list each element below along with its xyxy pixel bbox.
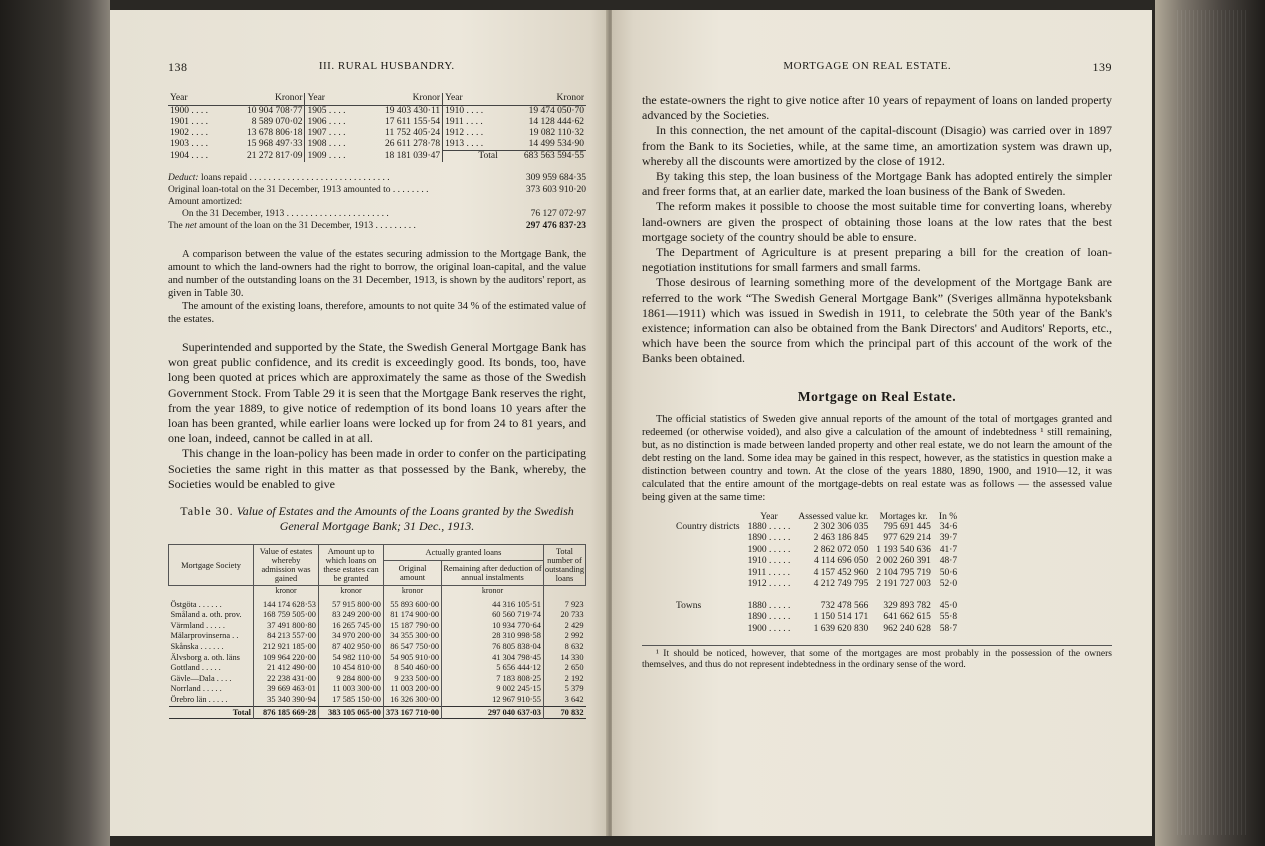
value-cell: 8 632 — [543, 642, 585, 653]
district-label: Towns — [676, 600, 702, 611]
loan-year-table — [168, 93, 586, 162]
net-value: 297 476 837·23 — [525, 221, 586, 231]
value-cell: 4 212 749 795 — [813, 579, 869, 590]
value-cell: 109 964 220·00 — [254, 653, 319, 664]
th-original: Original amount — [384, 560, 442, 586]
right-running-head — [642, 60, 1112, 75]
district-label — [672, 568, 744, 580]
units-row — [169, 586, 586, 600]
total-label: Total — [169, 706, 254, 719]
year-cell: 1905 . . . . — [305, 106, 362, 118]
table-30-caption — [168, 504, 586, 534]
district-label — [672, 545, 744, 557]
year-cell: 1901 . . . . — [170, 117, 208, 127]
spacer-row — [672, 591, 961, 601]
left-page — [110, 10, 610, 836]
th-percent: In % — [938, 511, 958, 522]
deduct-label: Deduct: — [168, 173, 199, 183]
year-cell: 1911 . . . . . — [747, 567, 791, 578]
value-cell: 48·7 — [939, 556, 958, 567]
book-edge-left — [0, 0, 110, 846]
year-cell: 1912 . . . . . — [747, 579, 791, 590]
table-row — [672, 579, 961, 591]
year-cell: 1907 . . . . — [305, 128, 362, 139]
col-kronor-1: Kronor — [224, 93, 305, 106]
th-amount-up: Amount up to which loans on these estates can be granted — [319, 545, 384, 586]
para-official: The official statistics of Sweden give annual reports of the amount of the total of mortgages granted and redeemed (or otherwise voided), and also give a calculation of the amount of indebtedness ¹ still remaining, but, as no distinction is made between landed property and other real estate, we do not learn the amount of the debt resting on the land. Some idea may be gained in this respect, however, as the statistics in question make a distinction between country and town. At the close of the years 1880, 1890, 1900, and 1910—12, it was calculated that the entire amount of the mortgage-debts on real estate was as follows — the assessed value being given at the same time: — [642, 413, 1112, 503]
table-row — [169, 684, 586, 695]
total-value: 70 832 — [543, 706, 585, 719]
loan-ledger — [168, 172, 586, 232]
district-label — [672, 579, 744, 591]
value-cell: 2 429 — [543, 621, 585, 632]
table-row — [169, 663, 586, 674]
kronor-cell: 13 678 806·18 — [247, 128, 303, 138]
th-value: Value of estates whereby admission was gained — [254, 545, 319, 586]
value-cell: 16 265 745·00 — [319, 621, 384, 632]
value-cell: 2 992 — [543, 631, 585, 642]
society-cell: Värmland . . . . . — [170, 620, 225, 630]
kronor-cell: 8 589 070·02 — [251, 117, 303, 127]
table-row — [169, 653, 586, 664]
th-society: Mortgage Society — [169, 545, 254, 586]
value-cell: 83 249 200·00 — [319, 610, 384, 621]
year-cell: 1880 . . . . . — [747, 600, 791, 611]
year-cell: 1880 . . . . . — [747, 521, 791, 532]
para-comparison: A comparison between the value of the estates securing admission to the Mortgage Bank, the amount to which the land-owners had the right to borrow, the original loan-capital, and the value and number of the outstanding loans on the 31 December, 1913, is shown by the auditors' report, as given in Table 30. — [168, 249, 586, 299]
th-total-number: Total number of outstanding loans — [543, 545, 585, 586]
value-cell: 39 669 463·01 — [254, 684, 319, 695]
district-label: Country districts — [676, 521, 740, 532]
para-connection: In this connection, the net amount of the capital-discount (Disagio) was carried over in 1897 from the Bank to its Societies, while, at the same time, an amortization system was drawn up, whereby all the discounts were amortized by the close of 1912. — [642, 123, 1112, 168]
value-cell: 17 585 150·00 — [319, 695, 384, 706]
ledger-net-row — [168, 220, 586, 232]
value-cell: 15 187 790·00 — [384, 621, 442, 632]
left-page-content — [168, 60, 586, 719]
col-year-2: Year — [305, 93, 362, 106]
society-cell: Örebro län . . . . . — [170, 694, 228, 704]
value-cell: 1 150 514 171 — [813, 612, 869, 623]
col-year-3: Year — [443, 93, 500, 106]
kronor-cell: 18 181 039·47 — [384, 150, 441, 161]
value-cell: 977 629 214 — [883, 533, 931, 544]
table-row — [168, 128, 586, 139]
kronor-cell: 10 904 708·77 — [247, 106, 303, 116]
value-cell: 9 002 245·15 — [442, 684, 544, 695]
right-page-content — [642, 60, 1112, 671]
value-cell: 34 970 200·00 — [319, 631, 384, 642]
kronor-cell: 17 611 155·54 — [385, 117, 441, 127]
kronor-cell: 26 611 278·78 — [385, 139, 441, 150]
total-value: 297 040 637·03 — [442, 706, 544, 719]
table-row — [672, 601, 961, 613]
society-cell: Skånska . . . . . . — [170, 642, 224, 651]
value-cell: 37 491 800·80 — [254, 621, 319, 632]
unit-cell: kronor — [319, 586, 384, 600]
value-cell: 212 921 185·00 — [254, 642, 319, 653]
ledger-amortized-heading — [168, 196, 586, 208]
th-mortgages: Mortages kr. — [879, 511, 928, 522]
table-row — [672, 522, 961, 534]
unit-cell: kronor — [254, 586, 319, 600]
kronor-cell: 19 082 110·32 — [528, 128, 584, 138]
value-cell: 57 915 800·00 — [319, 600, 384, 611]
table-row — [169, 674, 586, 685]
society-cell: Gottland . . . . . — [170, 663, 221, 673]
para-desirous: Those desirous of learning something more of the development of the Mortgage Bank are referred to the work “The Swedish General Mortgage Bank” (Sveriges allmänna hypoteksbank 1861—1911) which was issued in Swedish in 1911, to celebrate the 50th year of the Bank's existence; information can also be obtained from the Bank Directors' and Auditors' Reports, etc., which have been the source from which the principal part of this account of the work of the Banks been obtained. — [642, 275, 1112, 366]
year-cell: 1900 . . . . . — [747, 544, 791, 555]
para-reform: The reform makes it possible to choose the most suitable time for converting loans, whereby land-owners are given the prospect of obtaining those loans at the low rates that the best mortgage society of the country should be able to ensure. — [642, 199, 1112, 244]
table-row — [169, 695, 586, 706]
ledger-amortized-row — [168, 208, 586, 220]
value-cell: 28 310 998·58 — [442, 631, 544, 642]
year-cell: 1910 . . . . — [443, 106, 500, 118]
year-cell: 1910 . . . . . — [747, 556, 791, 567]
unit-cell — [543, 586, 585, 600]
value-cell: 41 304 798·45 — [442, 653, 544, 664]
value-cell: 54 982 110·00 — [319, 653, 384, 664]
value-cell: 54 905 910·00 — [384, 653, 442, 664]
value-cell: 2 463 186 845 — [813, 533, 869, 544]
value-cell: 641 662 615 — [883, 612, 931, 623]
value-cell: 55 893 600·00 — [384, 600, 442, 611]
para-cont: the estate-owners the right to give notice after 10 years of repayment of loans on landed property advanced by the Societies. — [642, 93, 1112, 123]
table-row — [672, 612, 961, 624]
year-cell: 1908 . . . . — [305, 139, 362, 151]
th-actually-granted: Actually granted loans — [384, 545, 544, 561]
value-cell: 12 967 910·55 — [442, 695, 544, 706]
value-cell: 7 183 808·25 — [442, 674, 544, 685]
ledger-deduct-row — [168, 172, 586, 184]
year-cell: 1900 . . . . — [170, 106, 208, 116]
value-cell: 21 412 490·00 — [254, 663, 319, 674]
para-change: This change in the loan-policy has been made in order to confer on the participating Societies the same right in this matter as that possessed by the Bank, whereby, the Societies would be enabled to give — [168, 446, 586, 491]
col-kronor-3: Kronor — [500, 93, 586, 106]
year-cell: 1890 . . . . . — [747, 533, 791, 544]
value-cell: 2 002 260 391 — [876, 556, 931, 567]
value-cell: 2 191 727 003 — [876, 579, 931, 590]
year-cell: 1904 . . . . — [170, 150, 208, 161]
value-cell: 329 893 782 — [883, 600, 931, 611]
footnote: ¹ It should be noticed, however, that some of the mortgages are most probably in the possession of the owners themselves, and thus do not represent indebtedness in the ordinary sense of the word. — [642, 645, 1112, 671]
value-cell: 2 104 795 719 — [876, 567, 931, 578]
value-cell: 795 691 445 — [883, 521, 931, 532]
book-edge-right — [1155, 0, 1265, 846]
left-running-title: III. RURAL HUSBANDRY. — [318, 60, 455, 72]
table-row — [169, 631, 586, 642]
value-cell: 76 805 838·04 — [442, 642, 544, 653]
table-row — [169, 642, 586, 653]
kronor-cell: 11 752 405·24 — [385, 128, 441, 138]
para-step: By taking this step, the loan business of the Mortgage Bank has adopted entirely the simpler and freer forms that, at an earlier date, marked the loan business of the Bank of Sweden. — [642, 169, 1112, 199]
mortgage-table — [672, 512, 961, 636]
value-cell: 86 547 750·00 — [384, 642, 442, 653]
th-year: Year — [760, 511, 778, 522]
deduct-text: loans repaid . . . . . . . . . . . . . . . . . . . . . . . . . . . . . . — [200, 173, 390, 183]
amortized-value: 76 127 072·97 — [530, 209, 586, 219]
year-cell: 1906 . . . . — [305, 117, 362, 128]
value-cell: 34·6 — [939, 521, 958, 532]
district-label — [672, 533, 744, 545]
right-running-title: MORTGAGE ON REAL ESTATE. — [783, 60, 952, 72]
value-cell: 44 316 105·51 — [442, 600, 544, 611]
value-cell: 39·7 — [939, 533, 958, 544]
th-remaining: Remaining after deduction of annual instalments — [442, 560, 544, 586]
para-department: The Department of Agriculture is at present preparing a bill for the creation of loan-negotiation institutions for small farmers and small farms. — [642, 245, 1112, 275]
table-row — [672, 556, 961, 568]
table-row — [672, 545, 961, 557]
value-cell: 16 326 300·00 — [384, 695, 442, 706]
total-value: 383 105 065·00 — [319, 706, 384, 719]
kronor-cell: 21 272 817·09 — [247, 150, 303, 161]
district-label — [672, 624, 744, 636]
value-cell: 81 174 900·00 — [384, 610, 442, 621]
ledger-original-row — [168, 184, 586, 196]
original-value: 373 603 910·20 — [525, 185, 586, 195]
value-cell: 14 330 — [543, 653, 585, 664]
value-cell: 11 003 200·00 — [384, 684, 442, 695]
value-cell: 2 302 306 035 — [813, 521, 869, 532]
kronor-cell: 14 128 444·62 — [528, 117, 584, 127]
unit-cell: kronor — [384, 586, 442, 600]
value-cell: 35 340 390·94 — [254, 695, 319, 706]
table-row — [169, 610, 586, 621]
kronor-cell: 19 403 430·11 — [385, 106, 441, 116]
value-cell: 1 193 540 636 — [876, 544, 931, 555]
year-cell: 1912 . . . . — [443, 128, 500, 139]
value-cell: 60 560 719·74 — [442, 610, 544, 621]
value-cell: 58·7 — [939, 623, 958, 634]
th-district — [672, 512, 744, 522]
kronor-cell: 14 499 534·90 — [528, 139, 584, 149]
value-cell: 50·6 — [939, 567, 958, 578]
year-cell: 1900 . . . . . — [747, 623, 791, 634]
deduct-value: 309 959 684·35 — [525, 173, 586, 183]
amortized-sub: On the 31 December, 1913 . . . . . . . . . . . . . . . . . . . . . . — [182, 209, 389, 219]
year-cell: 1902 . . . . — [170, 128, 208, 138]
value-cell: 7 923 — [543, 600, 585, 611]
table-30-label: Table 30. — [180, 504, 234, 519]
unit-cell: kronor — [442, 586, 544, 600]
th-assessed: Assessed value kr. — [798, 511, 869, 522]
year-cell: 1911 . . . . — [443, 117, 500, 128]
table-row — [168, 117, 586, 128]
value-cell: 5 656 444·12 — [442, 663, 544, 674]
amortized-label: Amount amortized: — [168, 197, 243, 207]
total-value: 373 167 710·00 — [384, 706, 442, 719]
value-cell: 962 240 628 — [883, 623, 931, 634]
section-title: Mortgage on Real Estate. — [797, 388, 957, 404]
year-cell: 1890 . . . . . — [747, 612, 791, 623]
table-row — [168, 151, 586, 163]
society-cell: Norrland . . . . . — [170, 684, 222, 694]
table-total-row — [169, 706, 586, 719]
value-cell: 84 213 557·00 — [254, 631, 319, 642]
total-label: Total — [443, 151, 500, 163]
net-em: net — [185, 221, 197, 231]
value-cell: 41·7 — [939, 544, 958, 555]
value-cell: 1 639 620 830 — [813, 623, 869, 634]
table-row — [672, 624, 961, 636]
table-30-title: Value of Estates and the Amounts of the Loans granted by the Swedish General Mortgage Bank; 31 Dec., 1913. — [236, 504, 574, 534]
total-value: 876 185 669·28 — [254, 706, 319, 719]
original-label: Original loan-total on the 31 December, 1913 amounted to . . . . . . . . — [168, 185, 429, 195]
value-cell: 10 934 770·64 — [442, 621, 544, 632]
value-cell: 11 003 300·00 — [319, 684, 384, 695]
value-cell: 3 642 — [543, 695, 585, 706]
unit-cell — [169, 586, 254, 600]
value-cell: 168 759 505·00 — [254, 610, 319, 621]
value-cell: 9 233 500·00 — [384, 674, 442, 685]
net-pre: The — [168, 221, 183, 231]
total-value: 683 563 594·55 — [500, 151, 586, 163]
value-cell: 9 284 800·00 — [319, 674, 384, 685]
kronor-cell: 19 474 050·70 — [528, 106, 584, 116]
value-cell: 45·0 — [939, 600, 958, 611]
value-cell: 5 379 — [543, 684, 585, 695]
col-year-1: Year — [168, 93, 224, 106]
para-superintended: Superintended and supported by the State, the Swedish General Mortgage Bank has won great public confidence, and its credit is exceedingly good. Its bonds, too, have long been quoted at prices which are approximately the same as those of the Swedish Government Stock. From Table 29 it is seen that the Mortgage Bank reserves the right, from the year 1889, to give notice of redemption of its bond loans 10 years after the loan has been granted, while earlier loans were locked up for from 24 to 81 years, and one loan, indeed, cannot be called in at all. — [168, 340, 586, 446]
para-comparison-2: The amount of the existing loans, therefore, amounts to not quite 34 % of the estimated value of the estates. — [168, 301, 586, 325]
value-cell: 4 157 452 960 — [813, 567, 869, 578]
table-row — [168, 106, 586, 118]
col-kronor-2: Kronor — [362, 93, 443, 106]
value-cell: 87 402 950·00 — [319, 642, 384, 653]
district-label — [672, 556, 744, 568]
value-cell: 55·8 — [939, 612, 958, 623]
year-cell: 1913 . . . . — [443, 139, 500, 151]
table-row — [672, 568, 961, 580]
value-cell: 52·0 — [939, 579, 958, 590]
table-row — [168, 139, 586, 151]
value-cell: 20 733 — [543, 610, 585, 621]
value-cell: 732 478 566 — [820, 600, 869, 611]
left-running-head — [168, 60, 586, 75]
table-30 — [168, 544, 586, 719]
right-page — [612, 10, 1152, 836]
value-cell: 2 650 — [543, 663, 585, 674]
society-cell: Mälarprovinserna . . — [170, 631, 239, 641]
left-page-number: 138 — [168, 60, 188, 74]
society-cell: Älvsborg a. oth. läns — [170, 652, 240, 662]
society-cell: Småland a. oth. prov. — [170, 610, 242, 620]
kronor-cell: 15 968 497·33 — [247, 139, 303, 150]
value-cell: 10 454 810·00 — [319, 663, 384, 674]
value-cell: 144 174 628·53 — [254, 600, 319, 611]
value-cell: 4 114 696 050 — [814, 556, 869, 567]
table-row — [169, 600, 586, 611]
table-row — [169, 621, 586, 632]
value-cell: 22 238 431·00 — [254, 674, 319, 685]
value-cell: 8 540 460·00 — [384, 663, 442, 674]
net-post: amount of the loan on the 31 December, 1913 . . . . . . . . . — [199, 221, 416, 231]
table-row — [672, 533, 961, 545]
right-page-number: 139 — [1092, 60, 1112, 74]
society-cell: Östgöta . . . . . . — [170, 599, 222, 609]
value-cell: 34 355 300·00 — [384, 631, 442, 642]
society-cell: Gävle—Dala . . . . — [170, 673, 232, 683]
page-block-stripes — [1177, 10, 1247, 835]
year-cell: 1903 . . . . — [170, 139, 208, 150]
value-cell: 2 192 — [543, 674, 585, 685]
year-cell: 1909 . . . . — [305, 151, 362, 163]
district-label — [672, 612, 744, 624]
value-cell: 2 862 072 050 — [813, 544, 869, 555]
